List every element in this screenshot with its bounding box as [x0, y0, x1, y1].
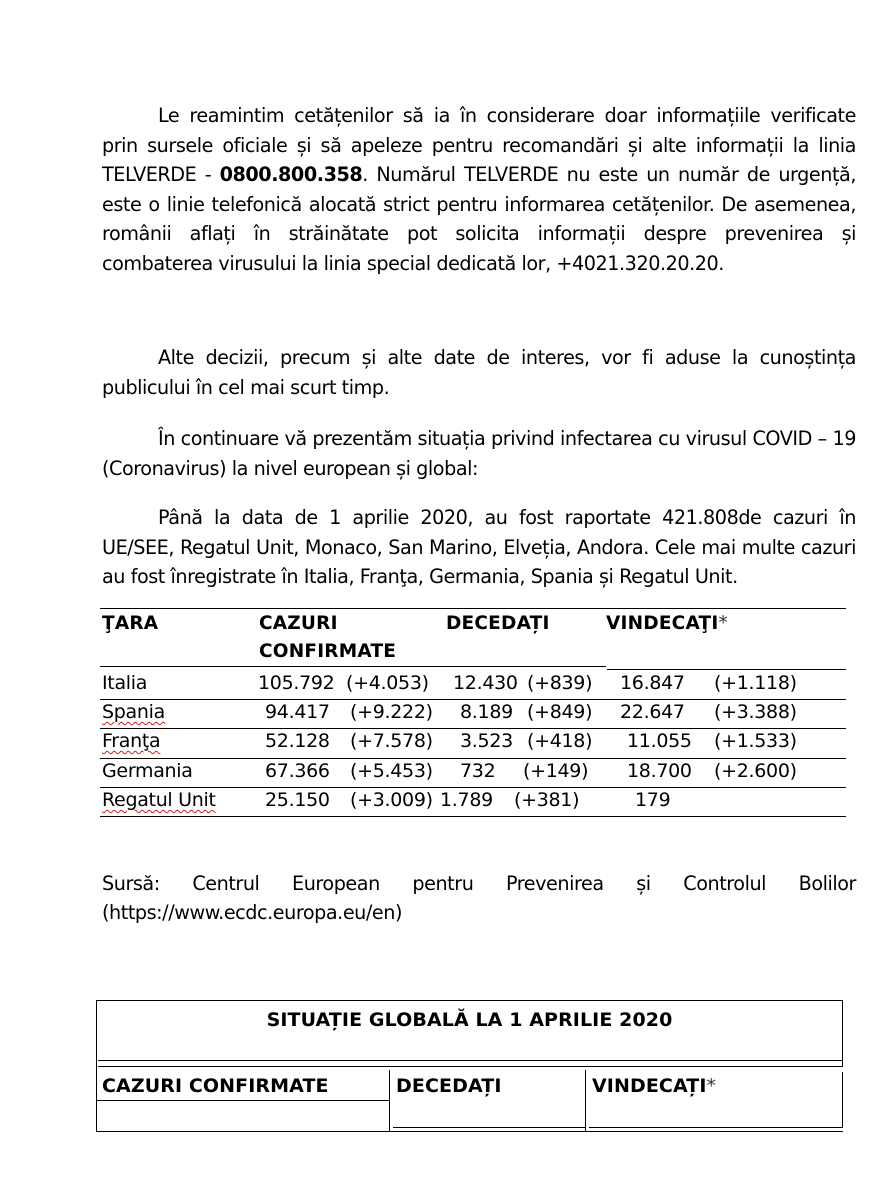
row-divider	[100, 728, 846, 729]
deaths-cell-divider	[393, 1127, 585, 1128]
row-divider	[100, 787, 846, 788]
cell-country: Italia	[102, 672, 148, 694]
title-divider-2	[98, 1066, 843, 1067]
header-confirmed-line2: CONFIRMATE	[259, 641, 397, 662]
cell-confirmed: 105.792	[258, 672, 335, 694]
cell-deaths: 8.189	[460, 701, 513, 723]
cell-confirmed-delta: (+7.578)	[350, 730, 433, 752]
telverde-phone-number: 0800.800.358	[219, 163, 363, 186]
cell-confirmed: 25.150	[265, 789, 330, 811]
paragraph-telverde	[102, 101, 856, 278]
cell-confirmed-delta: (+3.009)	[350, 789, 433, 811]
header-bottom-border-left	[100, 666, 606, 667]
paragraph-telverde-text-1: Le reamintim cetățenilor să ia în considerare doar informațiile verificate prin sursele oficiale și să apeleze pentru recomandări și alte informații la linia TELVERDE -	[102, 104, 856, 186]
cell-deaths-delta: (+849)	[527, 701, 593, 723]
box-bottom-border	[96, 1131, 843, 1132]
confirmed-cell-divider	[96, 1100, 389, 1101]
cell-country: Franţa	[102, 730, 161, 752]
source-link[interactable]: (https://www.ecdc.europa.eu/en)	[102, 901, 403, 924]
source-citation	[102, 869, 856, 899]
header-country: ŢARA	[102, 613, 159, 634]
column-divider-2	[585, 1070, 586, 1132]
cell-confirmed-delta: (+4.053)	[346, 672, 429, 694]
cell-confirmed: 52.128	[265, 730, 330, 752]
table-top-border	[100, 608, 846, 609]
cell-deaths: 732	[460, 760, 496, 782]
header-confirmed-line1: CAZURI	[259, 613, 338, 634]
global-header-deaths: DECEDAȚI	[396, 1075, 502, 1097]
cell-recovered: 18.700	[627, 760, 692, 782]
paragraph-telverde-text-2: . Numărul TELVERDE nu este un număr de urgență, este o linie telefonică alocată strict pentru informarea cetățenilor. De asemenea, românii aflați în străinătate pot solicita informații despre prevenirea și combaterea virusului la linia special dedicată lor, +4021.320.20.20.	[102, 163, 856, 275]
global-situation-table	[96, 1000, 843, 1132]
paragraph-other-decisions	[102, 343, 856, 402]
cell-recovered-delta: (+1.118)	[714, 672, 797, 694]
recovered-cell-divider	[589, 1127, 842, 1128]
source-line-1: Sursă: Centrul European pentru Prevenirea și Controlul Bolilor	[102, 872, 856, 895]
cell-confirmed-delta: (+9.222)	[350, 701, 433, 723]
paragraph-intro-situation	[102, 424, 856, 483]
cell-recovered: 179	[635, 789, 671, 811]
cell-recovered: 11.055	[627, 730, 692, 752]
global-table-title: SITUAȚIE GLOBALĂ LA 1 APRILIE 2020	[266, 1009, 673, 1031]
cell-deaths-delta: (+839)	[527, 672, 593, 694]
box-right-border-lower	[842, 1072, 843, 1128]
header-deaths: DECEDAȚI	[446, 613, 550, 634]
cell-country: Germania	[102, 760, 193, 782]
cell-confirmed-delta: (+5.453)	[350, 760, 433, 782]
paragraph-eu-summary-text: Până la data de 1 aprilie 2020, au fost raportate 421.808de cazuri în UE/SEE, Regatul Unit, Monaco, San Marino, Elveția, Andora. Cele mai multe cazuri au fost înregistrate în Italia, Franţa, Germania, Spania și Regatul Unit.	[102, 506, 856, 588]
column-divider-1	[389, 1070, 390, 1132]
row-divider	[100, 699, 846, 700]
global-header-confirmed: CAZURI CONFIRMATE	[102, 1075, 329, 1097]
title-divider-1	[98, 1060, 842, 1061]
cell-deaths-delta: (+149)	[523, 760, 589, 782]
global-header-recovered-label: VINDECAȚI	[592, 1075, 707, 1097]
source-url	[102, 898, 856, 928]
cell-country: Regatul Unit	[102, 789, 216, 811]
cell-deaths: 12.430	[453, 672, 518, 694]
header-recovered-label: VINDECAŢI	[606, 613, 719, 634]
cell-recovered-delta: (+1.533)	[714, 730, 797, 752]
cell-country: Spania	[102, 701, 165, 723]
header-bottom-border-right	[607, 669, 846, 670]
cell-recovered-delta: (+3.388)	[714, 701, 797, 723]
header-recovered	[606, 613, 728, 634]
cell-confirmed: 67.366	[265, 760, 330, 782]
table-bottom-border	[100, 816, 846, 817]
global-header-recovered	[592, 1075, 716, 1097]
cell-recovered: 22.647	[620, 701, 685, 723]
paragraph-intro-situation-text: În continuare vă prezentăm situația privind infectarea cu virusul COVID – 19 (Coronavirus) la nivel european și global:	[102, 427, 856, 480]
cell-recovered: 16.847	[620, 672, 685, 694]
asterisk-footnote-mark: *	[706, 1075, 717, 1097]
cell-confirmed: 94.417	[265, 701, 330, 723]
cell-deaths: 1.789	[440, 789, 493, 811]
paragraph-eu-summary	[102, 503, 856, 592]
cell-deaths-delta: (+381)	[514, 789, 580, 811]
row-divider	[100, 758, 846, 759]
cell-deaths: 3.523	[460, 730, 513, 752]
asterisk-footnote-mark: *	[718, 613, 728, 634]
cell-recovered-delta: (+2.600)	[714, 760, 797, 782]
paragraph-other-decisions-text: Alte decizii, precum și alte date de interes, vor fi aduse la cunoștința publicului în cel mai scurt timp.	[102, 346, 856, 399]
box-top-border	[96, 1000, 843, 1001]
cell-deaths-delta: (+418)	[527, 730, 593, 752]
